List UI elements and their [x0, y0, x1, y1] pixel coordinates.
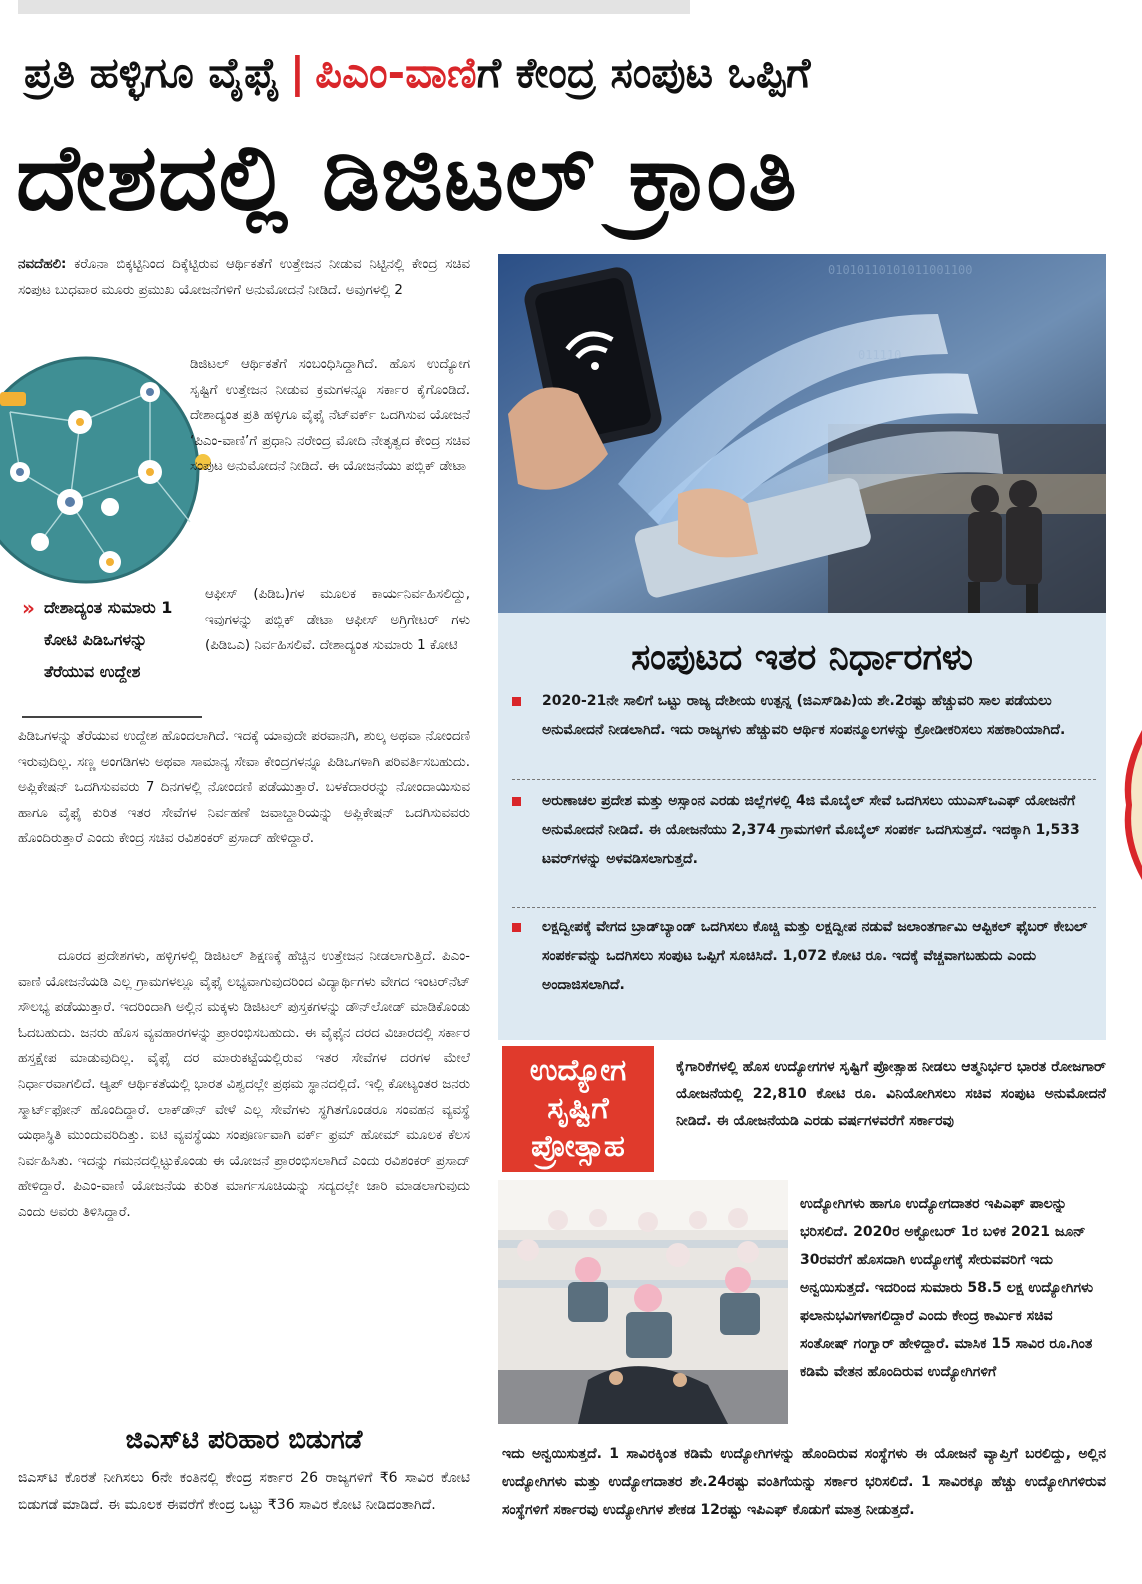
- employment-label-line2: ಸೃಷ್ಟಿಗೆ: [547, 1091, 609, 1126]
- bullet-square-icon: [512, 923, 521, 932]
- cabinet-bullet-text-3: ಲಕ್ಷದ್ವೀಪಕ್ಕೆ ವೇಗದ ಬ್ರಾಡ್‌ಬ್ಯಾಂಡ್ ಒದಗಿಸಲು ಕೊಚ್ಚಿ ಮತ್ತು ಲಕ್ಷದ್ವೀಪ ನಡುವೆ ಜಲಾಂತರ್ಗಾಮಿ ಆಪ್ಟಿಕಲ್ ಫೈಬರ್ ಕೇಬಲ್ ಸಂಪರ್ಕವನ್ನು ಒದಗಿಸಲು ಸಂಪುಟ ಒಪ್ಪಿಗೆ ಸೂಚಿಸಿದೆ. 1,072 ಕೋಟಿ ರೂ. ಇದಕ್ಕೆ ವೆಚ್ಚವಾಗಬಹುದು ಎಂದು ಅಂದಾಜಿಸಲಾಗಿದೆ.: [542, 919, 1088, 993]
- dateline: ನವದೆಹಲಿ:: [18, 257, 67, 272]
- employment-label-line1: ಉದ್ಯೋಗ: [529, 1053, 627, 1088]
- employment-paragraph-top: ಕೈಗಾರಿಕೆಗಳಲ್ಲಿ ಹೊಸ ಉದ್ಯೋಗಗಳ ಸೃಷ್ಟಿಗೆ ಪ್ರೋತ್ಸಾಹ ನೀಡಲು ಆತ್ಮನಿರ್ಭರ ಭಾರತ ರೋಜಗಾರ್ ಯೋಜನೆಯಲ್ಲಿ 22,810 ಕೋಟಿ ರೂ. ವಿನಿಯೋಗಿಸಲು ಸಚಿವ ಸಂಪುಟ ಅನುಮೋದನೆ ನೀಡಿದೆ. ಈ ಯೋಜನೆಯಡಿ ಎರಡು ವರ್ಷಗಳವರೆಗೆ ಸರ್ಕಾರವು: [676, 1059, 1106, 1129]
- employment-label-box: [502, 1046, 654, 1172]
- network-globe-illustration: [0, 352, 212, 586]
- bullet-square-icon: [512, 697, 521, 706]
- kicker-line: [24, 38, 1124, 108]
- employment-label-line3: ಪ್ರೋತ್ಸಾಹ: [531, 1129, 625, 1164]
- top-grey-bar: [18, 0, 690, 14]
- kicker-separator: |: [289, 48, 306, 97]
- gst-block: [18, 1465, 470, 1519]
- float-text-2: [205, 582, 470, 659]
- main-headline: ದೇಶದಲ್ಲಿ ಡಿಜಿಟಲ್ ಕ್ರಾಂತಿ: [16, 124, 798, 231]
- body-paragraph-1: ಪಿಡಿಒಗಳನ್ನು ತೆರೆಯುವ ಉದ್ದೇಶ ಹೊಂದಲಾಗಿದೆ. ಇದಕ್ಕೆ ಯಾವುದೇ ಪರವಾನಗಿ, ಶುಲ್ಕ ಅಥವಾ ನೋಂದಣಿ ಇರುವುದಿಲ್ಲ. ಸಣ್ಣ ಅಂಗಡಿಗಳು ಅಥವಾ ಸಾಮಾನ್ಯ ಸೇವಾ ಕೇಂದ್ರಗಳನ್ನೂ ಪಿಡಿಒಗಳಾಗಿ ಪರಿವರ್ತಿಸಬಹುದು. ಅಪ್ಲಿಕೇಷನ್ ಒದಗಿಸುವವರು 7 ದಿನಗಳಲ್ಲಿ ನೋಂದಣಿ ಪಡೆಯುತ್ತಾರೆ. ಬಳಕೆದಾರರನ್ನು ನೋಂದಾಯಿಸುವ ಹಾಗೂ ವೈಫೈ ಕುರಿತ ಇತರ ಸೇವೆಗಳ ನಿರ್ವಹಣೆ ಜವಾಬ್ದಾರಿಯನ್ನು ಅಪ್ಲಿಕೇಷನ್ ಒದಗಿಸುವವರು ಹೊಂದಿರುತ್ತಾರೆ ಎಂದು ಕೇಂದ್ರ ಸಚಿವ ರವಿಶಂಕರ್ ಪ್ರಸಾದ್ ಹೇಳಿದ್ದಾರೆ.: [18, 729, 470, 847]
- garment-factory-photo: [498, 1180, 788, 1424]
- pull-quote-rule: [22, 716, 202, 718]
- employment-text-bottom: [502, 1440, 1106, 1524]
- body-paragraph-2: ದೂರದ ಪ್ರದೇಶಗಳು, ಹಳ್ಳಿಗಳಲ್ಲಿ ಡಿಜಿಟಲ್ ಶಿಕ್ಷಣಕ್ಕೆ ಹೆಚ್ಚಿನ ಉತ್ತೇಜನ ನೀಡಲಾಗುತ್ತಿದೆ. ಪಿಎಂ-ವಾಣಿ ಯೋಜನೆಯಡಿ ಎಲ್ಲ ಗ್ರಾಮಗಳಲ್ಲೂ ವೈಫೈ ಲಭ್ಯವಾಗುವುದರಿಂದ ವಿದ್ಯಾರ್ಥಿಗಳು ವೇಗದ ಇಂಟರ್‌ನೆಟ್ ಸೌಲಭ್ಯ ಪಡೆಯುತ್ತಾರೆ. ಇದರಿಂದಾಗಿ ಅಲ್ಲಿನ ಮಕ್ಕಳು ಡಿಜಿಟಲ್ ಪುಸ್ತಕಗಳನ್ನು ಡೌನ್‌ಲೋಡ್ ಮಾಡಿಕೊಂಡು ಓದಬಹುದು. ಜನರು ಹೊಸ ವ್ಯವಹಾರಗಳನ್ನು ಪ್ರಾರಂಭಿಸಬಹುದು. ಈ ವೈಫೈನ ದರದ ವಿಚಾರದಲ್ಲಿ ಸರ್ಕಾರ ಹಸ್ತಕ್ಷೇಪ ಮಾಡುವುದಿಲ್ಲ. ವೈಫೈ ದರ ಮಾರುಕಟ್ಟೆಯಲ್ಲಿರುವ ಇತರ ಸೇವೆಗಳ ದರಗಳ ಮೇಲೆ ನಿರ್ಧಾರವಾಗಲಿದೆ. ಆ್ಯಪ್ ಆರ್ಥಿಕತೆಯಲ್ಲಿ ಭಾರತ ವಿಶ್ವದಲ್ಲೇ ಪ್ರಥಮ ಸ್ಥಾನದಲ್ಲಿದೆ. ಇಲ್ಲಿ ಕೋಟ್ಯಂತರ ಜನರು ಸ್ಮಾರ್ಟ್‌ಫೋನ್ ಹೊಂದಿದ್ದಾರೆ. ಲಾಕ್‌ಡೌನ್ ವೇಳೆ ಎಲ್ಲ ಸೇವೆಗಳು ಸ್ಥಗಿತಗೊಂಡರೂ ಸಂವಹನ ವ್ಯವಸ್ಥೆ ಯಥಾಸ್ಥಿತಿ ಮುಂದುವರಿದಿತ್ತು. ಐಟಿ ವ್ಯವಸ್ಥೆಯು ಸಂಪೂರ್ಣವಾಗಿ ವರ್ಕ್ ಫ್ರಮ್ ಹೋಮ್ ಮೂಲಕ ಕೆಲಸ ನಿರ್ವಹಿಸಿತು. ಇದನ್ನು ಗಮನದಲ್ಲಿಟ್ಟುಕೊಂಡು ಈ ಯೋಜನೆ ಪ್ರಾರಂಭಿಸಲಾಗಿದೆ ಎಂದು ರವಿಶಂಕರ್ ಪ್ರಸಾದ್ ಹೇಳಿದ್ದಾರೆ. ಪಿಎಂ-ವಾಣಿ ಯೋಜನೆಯ ಕುರಿತ ಮಾರ್ಗಸೂಚಿಯನ್ನು ಸದ್ಯದಲ್ಲೇ ಜಾರಿ ಮಾಡಲಾಗುವುದು ಎಂದು ಅವರು ತಿಳಿಸಿದ್ದಾರೆ.: [18, 949, 470, 1220]
- employment-paragraph-bottom: ಇದು ಅನ್ವಯಿಸುತ್ತದೆ. 1 ಸಾವಿರಕ್ಕಿಂತ ಕಡಿಮೆ ಉದ್ಯೋಗಿಗಳನ್ನು ಹೊಂದಿರುವ ಸಂಸ್ಥೆಗಳು ಈ ಯೋಜನೆ ವ್ಯಾಪ್ತಿಗೆ ಬರಲಿದ್ದು, ಅಲ್ಲಿನ ಉದ್ಯೋಗಿಗಳು ಮತ್ತು ಉದ್ಯೋಗದಾತರ ಶೇ.24ರಷ್ಟು ವಂತಿಗೆಯನ್ನು ಸರ್ಕಾರ ಭರಿಸಲಿದೆ. 1 ಸಾವಿರಕ್ಕೂ ಹೆಚ್ಚು ಉದ್ಯೋಗಿಗಳಿರುವ ಸಂಸ್ಥೆಗಳಿಗೆ ಸರ್ಕಾರವು ಉದ್ಯೋಗಿಗಳ ಶೇಕಡ 12ರಷ್ಟು ಇಪಿಎಫ್ ಕೊಡುಗೆ ಮಾತ್ರ ನೀಡುತ್ತದೆ.: [502, 1446, 1106, 1518]
- svg-text:011110: 011110: [858, 348, 902, 362]
- pull-quote: [22, 592, 202, 688]
- float-paragraph-1: ಡಿಜಿಟಲ್ ಆರ್ಥಿಕತೆಗೆ ಸಂಬಂಧಿಸಿದ್ದಾಗಿದೆ. ಹೊಸ ಉದ್ಯೋಗ ಸೃಷ್ಟಿಗೆ ಉತ್ತೇಜನ ನೀಡುವ ಕ್ರಮಗಳನ್ನೂ ಸರ್ಕಾರ ಕೈಗೊಂಡಿದೆ. ದೇಶಾದ್ಯಂತ ಪ್ರತಿ ಹಳ್ಳಿಗೂ ವೈಫೈ ನೆಟ್‌ವರ್ಕ್ ಒದಗಿಸುವ ಯೋಜನೆ ‘ಪಿಎಂ-ವಾಣಿ’ಗೆ ಪ್ರಧಾನಿ ನರೇಂದ್ರ ಮೋದಿ ನೇತೃತ್ವದ ಕೇಂದ್ರ ಸಚಿವ ಸಂಪುಟ ಅನುಮೋದನೆ ನೀಡಿದೆ. ಈ ಯೋಜನೆಯು ಪಬ್ಲಿಕ್ ಡೇಟಾ: [190, 357, 470, 475]
- kicker-highlight: ಪಿಎಂ-ವಾಣಿ: [315, 48, 477, 97]
- float-paragraph-2: ಆಫೀಸ್ (ಪಿಡಿಒ)ಗಳ ಮೂಲಕ ಕಾರ್ಯನಿರ್ವಹಿಸಲಿದ್ದು, ಇವುಗಳನ್ನು ಪಬ್ಲಿಕ್ ಡೇಟಾ ಆಫೀಸ್ ಅಗ್ರಿಗೇಟರ್ ಗಳು (ಪಿಡಿಒಎ) ನಿರ್ವಹಿಸಲಿವೆ. ದೇಶಾದ್ಯಂತ ಸುಮಾರು 1 ಕೋಟಿ: [205, 587, 470, 654]
- employment-text-middle: [800, 1190, 1106, 1386]
- cabinet-bullet-1: [512, 687, 1096, 745]
- cabinet-box-title: ಸಂಪುಟದ ಇತರ ನಿರ್ಧಾರಗಳು: [631, 637, 973, 678]
- body-text-2: [18, 944, 470, 1226]
- employment-paragraph-middle: ಉದ್ಯೋಗಿಗಳು ಹಾಗೂ ಉದ್ಯೋಗದಾತರ ಇಪಿಎಫ್ ಪಾಲನ್ನು ಭರಿಸಲಿದೆ. 2020ರ ಅಕ್ಟೋಬರ್ 1ರ ಬಳಿಕ 2021 ಜೂನ್ 30ರವರೆಗೆ ಹೊಸದಾಗಿ ಉದ್ಯೋಗಕ್ಕೆ ಸೇರುವವರಿಗೆ ಇದು ಅನ್ವಯಿಸುತ್ತದೆ. ಇದರಿಂದ ಸುಮಾರು 58.5 ಲಕ್ಷ ಉದ್ಯೋಗಿಗಳು ಫಲಾನುಭವಿಗಳಾಗಲಿದ್ದಾರೆ ಎಂದು ಕೇಂದ್ರ ಕಾರ್ಮಿಕ ಸಚಿವ ಸಂತೋಷ್ ಗಂಗ್ವಾರ್ ಹೇಳಿದ್ದಾರೆ. ಮಾಸಿಕ 15 ಸಾವಿರ ರೂ.ಗಿಂತ ಕಡಿಮೆ ವೇತನ ಹೊಂದಿರುವ ಉದ್ಯೋಗಿಗಳಿಗೆ: [800, 1196, 1094, 1380]
- svg-text:01010110101011001100: 01010110101011001100: [828, 263, 973, 277]
- intro-text: ಕರೊನಾ ಬಿಕ್ಕಟ್ಟಿನಿಂದ ದಿಕ್ಕೆಟ್ಟಿರುವ ಆರ್ಥಿಕತೆಗೆ ಉತ್ತೇಜನ ನೀಡುವ ನಿಟ್ಟಿನಲ್ಲಿ ಕೇಂದ್ರ ಸಚಿವ ಸಂಪುಟ ಬುಧವಾರ ಮೂರು ಪ್ರಮುಖ ಯೋಜನೆಗಳಿಗೆ ಅನುಮೋದನೆ ನೀಡಿದೆ. ಅವುಗಳಲ್ಲಿ 2: [18, 257, 470, 298]
- gst-heading: ಜಿಎಸ್‌ಟಿ ಪರಿಹಾರ ಬಿಡುಗಡೆ: [125, 1425, 363, 1455]
- employment-text-top: [676, 1054, 1106, 1135]
- cabinet-bullet-2: [512, 787, 1096, 874]
- kicker-part1: ಪ್ರತಿ ಹಳ್ಳಿಗೂ ವೈಫೈ: [24, 48, 280, 97]
- cabinet-decisions-box: [498, 613, 1106, 1040]
- gst-text: ಜಿಎಸ್‌ಟಿ ಕೊರತೆ ನೀಗಿಸಲು 6ನೇ ಕಂತಿನಲ್ಲಿ ಕೇಂದ್ರ ಸರ್ಕಾರ 26 ರಾಜ್ಯಗಳಿಗೆ ₹6 ಸಾವಿರ ಕೋಟಿ ಬಿಡುಗಡೆ ಮಾಡಿದೆ. ಈ ಮೂಲಕ ಈವರೆಗೆ ಕೇಂದ್ರ ಒಟ್ಟು ₹36 ಸಾವಿರ ಕೋಟಿ ನೀಡಿದಂತಾಗಿದೆ.: [18, 1470, 470, 1513]
- divider: [512, 907, 1096, 908]
- bullet-square-icon: [512, 797, 521, 806]
- intro-paragraph: [18, 252, 470, 352]
- body-text-1: [18, 724, 470, 852]
- wifi-smartphone-photo: [498, 254, 1106, 613]
- adjacent-page-fragment: [1120, 730, 1142, 880]
- chevron-right-icon: »: [22, 596, 35, 620]
- kicker-part3: ಗೆ ಕೇಂದ್ರ ಸಂಪುಟ ಒಪ್ಪಿಗೆ: [476, 48, 811, 97]
- float-text-1: [190, 352, 470, 480]
- cabinet-bullet-3: [512, 913, 1096, 1000]
- pull-quote-text: ದೇಶಾದ್ಯಂತ ಸುಮಾರು 1 ಕೋಟಿ ಪಿಡಿಒಗಳನ್ನು ತೆರೆಯುವ ಉದ್ದೇಶ: [44, 598, 173, 681]
- cabinet-bullet-text-2: ಅರುಣಾಚಲ ಪ್ರದೇಶ ಮತ್ತು ಅಸ್ಸಾಂನ ಎರಡು ಜಿಲ್ಲೆಗಳಲ್ಲಿ 4ಜಿ ಮೊಬೈಲ್ ಸೇವೆ ಒದಗಿಸಲು ಯುಎಸ್‌ಒಎಫ್ ಯೋಜನೆಗೆ ಅನುಮೋದನೆ ನೀಡಿದೆ. ಈ ಯೋಜನೆಯು 2,374 ಗ್ರಾಮಗಳಿಗೆ ಮೊಬೈಲ್ ಸಂಪರ್ಕ ಒದಗಿಸುತ್ತದೆ. ಇದಕ್ಕಾಗಿ 1,533 ಟವರ್‌ಗಳನ್ನು ಅಳವಡಿಸಲಾಗುತ್ತದೆ.: [542, 793, 1080, 867]
- left-intro: [18, 252, 470, 352]
- divider: [512, 779, 1096, 780]
- cabinet-bullet-text-1: 2020-21ನೇ ಸಾಲಿಗೆ ಒಟ್ಟು ರಾಜ್ಯ ದೇಶೀಯ ಉತ್ಪನ್ನ (ಜಿಎಸ್‌ಡಿಪಿ)ಯ ಶೇ.2ರಷ್ಟು ಹೆಚ್ಚುವರಿ ಸಾಲ ಪಡೆಯಲು ಅನುಮೋದನೆ ನೀಡಲಾಗಿದೆ. ಇದು ರಾಜ್ಯಗಳು ಹೆಚ್ಚುವರಿ ಆರ್ಥಿಕ ಸಂಪನ್ಮೂಲಗಳನ್ನು ಕ್ರೋಡೀಕರಿಸಲು ಸಹಕಾರಿಯಾಗಿದೆ.: [542, 693, 1066, 738]
